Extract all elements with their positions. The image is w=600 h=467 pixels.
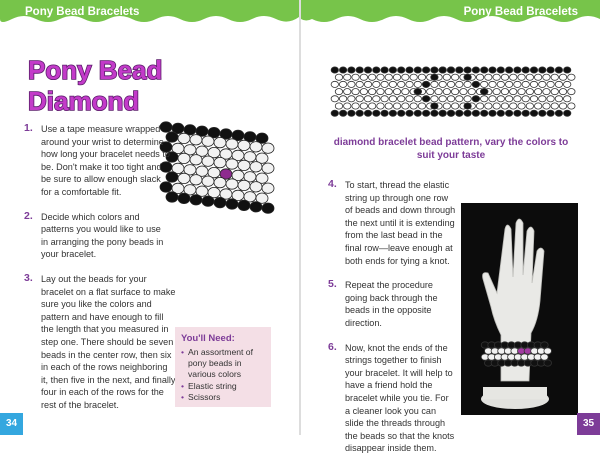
bead	[539, 96, 546, 102]
bead	[190, 175, 202, 185]
bead	[481, 67, 488, 73]
bead-bracelet-photo	[152, 113, 292, 221]
bead	[364, 96, 371, 102]
bead	[447, 81, 454, 87]
bead	[202, 136, 214, 146]
bead	[530, 81, 537, 87]
bead	[414, 96, 421, 102]
bead	[544, 360, 552, 366]
bead	[393, 89, 400, 95]
bead	[497, 81, 504, 87]
bead	[190, 155, 202, 165]
bead	[526, 74, 533, 80]
bead	[389, 110, 396, 116]
bead	[344, 74, 351, 80]
bead	[238, 160, 250, 170]
bead	[344, 103, 351, 109]
bead	[451, 103, 458, 109]
bead	[202, 196, 214, 206]
bead	[226, 179, 238, 189]
bead	[356, 81, 363, 87]
bead	[547, 81, 554, 87]
bead	[559, 74, 566, 80]
bead	[214, 137, 226, 147]
bead	[410, 103, 417, 109]
bead	[393, 103, 400, 109]
bead	[435, 89, 442, 95]
supply-item: • An assortment of pony beads in various colors	[181, 347, 265, 381]
bead	[226, 139, 238, 149]
bead	[226, 159, 238, 169]
bead	[568, 74, 575, 80]
bead	[377, 103, 384, 109]
bead	[534, 103, 541, 109]
youll-need-title: You'll Need:	[181, 333, 235, 344]
bead	[331, 81, 338, 87]
bead	[364, 81, 371, 87]
bead	[481, 81, 488, 87]
bead	[514, 67, 521, 73]
bead	[414, 110, 421, 116]
bead	[344, 89, 351, 95]
bead	[559, 103, 566, 109]
bead	[385, 89, 392, 95]
bead	[456, 81, 463, 87]
bead	[497, 67, 504, 73]
running-head: Pony Bead Bracelets	[463, 6, 578, 18]
bead	[331, 110, 338, 116]
bead	[406, 67, 413, 73]
bead	[472, 110, 479, 116]
bead	[352, 89, 359, 95]
bead	[530, 96, 537, 102]
bead	[522, 67, 529, 73]
bead	[262, 183, 274, 193]
bead	[501, 74, 508, 80]
bead	[555, 110, 562, 116]
header-band	[301, 0, 600, 26]
bead	[544, 348, 552, 354]
bead	[518, 103, 525, 109]
bead	[214, 197, 226, 207]
bead	[377, 89, 384, 95]
bead	[339, 96, 346, 102]
bead	[431, 110, 438, 116]
bead	[485, 103, 492, 109]
bead	[568, 103, 575, 109]
bead	[250, 182, 262, 192]
bead	[460, 89, 467, 95]
bead	[373, 81, 380, 87]
bead	[539, 67, 546, 73]
bead	[493, 89, 500, 95]
bead	[214, 157, 226, 167]
steps-list	[328, 179, 456, 467]
bead	[518, 74, 525, 80]
bead	[551, 89, 558, 95]
step-2: 2. Decide which colors and patterns you would like to use in arranging the pony beads in your bracelet.	[24, 209, 164, 260]
bead	[489, 81, 496, 87]
bead	[381, 67, 388, 73]
bead	[505, 67, 512, 73]
bead	[190, 195, 202, 205]
bead	[373, 96, 380, 102]
bead	[360, 74, 367, 80]
bead	[481, 110, 488, 116]
bead	[510, 89, 517, 95]
bead	[406, 81, 413, 87]
bead	[514, 96, 521, 102]
bead	[398, 110, 405, 116]
bead	[262, 203, 274, 213]
bead	[402, 103, 409, 109]
bead	[555, 96, 562, 102]
bead	[238, 180, 250, 190]
bead	[551, 74, 558, 80]
bead	[178, 193, 190, 203]
bead	[356, 96, 363, 102]
bead	[485, 74, 492, 80]
bead	[541, 354, 549, 360]
bead	[547, 67, 554, 73]
bead	[547, 96, 554, 102]
bead	[250, 162, 262, 172]
bead	[356, 67, 363, 73]
bead	[439, 81, 446, 87]
bead	[250, 142, 262, 152]
bead	[418, 74, 425, 80]
bead	[398, 96, 405, 102]
diamond-bead	[464, 74, 471, 80]
supply-item: • Elastic string	[181, 381, 265, 392]
bead	[447, 96, 454, 102]
bead	[422, 110, 429, 116]
bead	[505, 110, 512, 116]
bead	[339, 81, 346, 87]
bead	[398, 67, 405, 73]
bead	[431, 96, 438, 102]
bead	[493, 103, 500, 109]
bead	[202, 156, 214, 166]
diamond-bead	[472, 81, 479, 87]
bead	[547, 110, 554, 116]
bead	[564, 96, 571, 102]
bead	[489, 67, 496, 73]
bead	[331, 96, 338, 102]
bead	[510, 74, 517, 80]
bead	[178, 153, 190, 163]
title-line-1: Pony Bead	[28, 55, 163, 85]
bead	[539, 110, 546, 116]
bead	[543, 74, 550, 80]
bead	[501, 103, 508, 109]
diamond-bead	[447, 67, 454, 73]
bead	[476, 74, 483, 80]
bead	[373, 110, 380, 116]
bead	[543, 89, 550, 95]
bead	[464, 96, 471, 102]
bead	[543, 103, 550, 109]
bead	[331, 67, 338, 73]
bead	[439, 96, 446, 102]
diamond-bead	[472, 96, 479, 102]
bead	[431, 81, 438, 87]
bead	[214, 177, 226, 187]
step-4: 4. To start, thread the elastic string up through one row of beads and down through the next until it is extending from the last bead in the final row—leave enough at both ends for tying a knot.	[328, 178, 456, 266]
page-number: 34	[0, 413, 23, 435]
bead	[389, 67, 396, 73]
bead	[339, 110, 346, 116]
diamond-bead	[422, 81, 429, 87]
bead	[568, 89, 575, 95]
bead	[202, 176, 214, 186]
bead	[414, 81, 421, 87]
bead	[443, 89, 450, 95]
bead	[339, 67, 346, 73]
supply-item: • Scissors	[181, 392, 265, 403]
bead	[352, 103, 359, 109]
bead	[526, 89, 533, 95]
bead	[541, 342, 549, 348]
bead	[456, 96, 463, 102]
bead	[335, 74, 342, 80]
right-page	[301, 0, 600, 454]
bead	[238, 140, 250, 150]
bead	[377, 74, 384, 80]
bead	[406, 96, 413, 102]
bead	[381, 81, 388, 87]
step-3: 3. Lay out the beads for your bracelet on a flat surface to make sure you like the colors and pattern and have enough to fill the length that you measured in step one. There should be seven beads in the center row, then six in each of the rows neighboring it, then five in the next, and finally four in each of the rows for the rest of the bracelet.	[24, 271, 176, 410]
bead	[368, 74, 375, 80]
bead	[381, 110, 388, 116]
bead	[385, 74, 392, 80]
bead	[368, 89, 375, 95]
bead	[539, 81, 546, 87]
bead	[262, 163, 274, 173]
bead	[178, 133, 190, 143]
bead	[559, 89, 566, 95]
page-number: 35	[577, 413, 600, 435]
bead	[476, 103, 483, 109]
diamond-bead	[431, 103, 438, 109]
bead	[364, 110, 371, 116]
bead	[530, 67, 537, 73]
left-page	[0, 0, 299, 435]
bead	[418, 103, 425, 109]
header-band	[0, 0, 299, 26]
bead	[505, 96, 512, 102]
bead	[393, 74, 400, 80]
bead	[348, 96, 355, 102]
diamond-bead	[431, 74, 438, 80]
bead	[522, 110, 529, 116]
diamond-bead	[456, 67, 463, 73]
bead	[522, 96, 529, 102]
bead	[464, 67, 471, 73]
bead	[389, 96, 396, 102]
diamond-bead	[456, 110, 463, 116]
pattern-caption: diamond bracelet bead pattern, vary the colors to suit your taste	[333, 137, 569, 161]
step-5: 5. Repeat the procedure going back through the beads in the opposite direction.	[328, 278, 438, 328]
bead	[356, 110, 363, 116]
bead	[526, 103, 533, 109]
bead	[226, 199, 238, 209]
bead	[352, 74, 359, 80]
bead	[464, 81, 471, 87]
bead	[497, 110, 504, 116]
bead	[514, 81, 521, 87]
diamond-bead	[447, 110, 454, 116]
bead	[489, 110, 496, 116]
diamond-bead	[481, 89, 488, 95]
youll-need-box	[175, 327, 271, 407]
bead	[262, 143, 274, 153]
bead	[555, 67, 562, 73]
diamond-bead	[414, 89, 421, 95]
bead	[427, 89, 434, 95]
bead	[422, 67, 429, 73]
bead	[406, 110, 413, 116]
bead	[348, 67, 355, 73]
supplies-list	[181, 347, 265, 403]
bead	[534, 89, 541, 95]
bead	[190, 135, 202, 145]
bead	[555, 81, 562, 87]
title-line-2: Diamond	[28, 86, 140, 116]
bead	[364, 67, 371, 73]
bead	[373, 67, 380, 73]
bead	[402, 89, 409, 95]
bead	[564, 81, 571, 87]
page-title	[26, 54, 206, 116]
bead	[348, 110, 355, 116]
diamond-bead	[422, 96, 429, 102]
bead	[451, 74, 458, 80]
bead	[505, 81, 512, 87]
bead	[493, 74, 500, 80]
bead-pattern-diagram	[326, 64, 576, 120]
bead	[335, 103, 342, 109]
bead	[360, 89, 367, 95]
bead	[510, 103, 517, 109]
bead	[443, 103, 450, 109]
diamond-bead	[464, 103, 471, 109]
bead	[464, 110, 471, 116]
bead	[501, 89, 508, 95]
diamond-bead	[439, 110, 446, 116]
bead	[250, 202, 262, 212]
bead	[414, 67, 421, 73]
bead	[489, 96, 496, 102]
running-head: Pony Bead Bracelets	[25, 6, 140, 18]
diamond-bead	[439, 67, 446, 73]
steps-list	[24, 122, 176, 423]
bead	[514, 110, 521, 116]
bead	[360, 103, 367, 109]
bead	[522, 81, 529, 87]
bead	[534, 74, 541, 80]
bead	[238, 200, 250, 210]
hand-display-photo	[461, 203, 578, 415]
bead	[472, 67, 479, 73]
bead	[530, 110, 537, 116]
step-1: 1. Use a tape measure wrapped around your wrist to determine how long your bracelet needs to be. Don't make it too tight and be sure to allow enough slack for a comfortable fit.	[24, 122, 170, 197]
bead	[402, 74, 409, 80]
bead	[551, 103, 558, 109]
bead	[178, 173, 190, 183]
bead	[518, 89, 525, 95]
bead	[398, 81, 405, 87]
bead	[389, 81, 396, 87]
bead	[497, 96, 504, 102]
bead	[481, 96, 488, 102]
bead	[443, 74, 450, 80]
bead	[410, 74, 417, 80]
bead	[385, 103, 392, 109]
bead	[335, 89, 342, 95]
bead	[431, 67, 438, 73]
bead	[468, 89, 475, 95]
bead	[564, 67, 571, 73]
bead	[564, 110, 571, 116]
bead	[381, 96, 388, 102]
step-6: 6. Now, knot the ends of the strings together to finish your bracelet. It will help to have a friend hold the bracelet while you tie. For a cleaner look you can slide the threads through the beads so that the knots disappear inside them.	[328, 340, 455, 454]
bead	[451, 89, 458, 95]
bead	[348, 81, 355, 87]
bead	[368, 103, 375, 109]
